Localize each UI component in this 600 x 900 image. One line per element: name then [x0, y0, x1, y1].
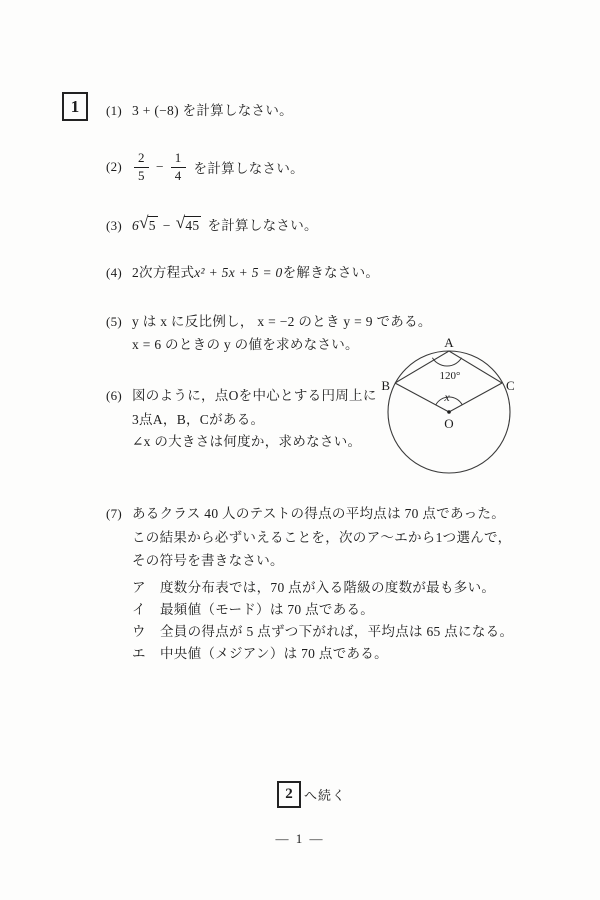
problem-6-line2: 3点A，B，Cがある。 [132, 412, 265, 427]
problem-6-line3: ∠x の大きさは何度か，求めなさい。 [132, 434, 362, 449]
section-number-box [62, 92, 88, 121]
vertex-label-a: A [444, 335, 454, 350]
problem-5-label: (5) [106, 314, 123, 329]
option-key-a: ア [132, 580, 146, 595]
problem-5-line1: y は x に反比例し， x = −2 のとき y = 9 である。 [132, 314, 432, 329]
option-text-e: 中央値（メジアン）は 70 点である。 [160, 646, 388, 661]
option-key-u: ウ [132, 624, 146, 639]
problem-7-row-cont [132, 549, 284, 569]
fraction-numerator: 1 [171, 151, 186, 167]
next-section-number-box [277, 781, 301, 808]
angle-variable-x: x [444, 390, 450, 404]
fraction-denominator: 4 [174, 167, 182, 183]
sqrt-term-1 [139, 213, 158, 234]
problem-5-row-cont [132, 333, 359, 353]
option-text-i: 最頻値（モード）は 70 点である。 [160, 602, 375, 617]
option-row-i [132, 598, 374, 618]
minus-operator: − [162, 218, 171, 233]
problem-6-row [106, 384, 377, 404]
problem-1-label: (1) [106, 103, 123, 118]
problem-7-line3: その符号を書きなさい。 [132, 553, 284, 568]
quadratic-equation: x² + 5x + 5 = 0 [194, 265, 283, 280]
problem-4-label: (4) [106, 265, 123, 280]
problem-2-label: (2) [106, 159, 123, 174]
radicand: 5 [148, 218, 156, 233]
sqrt-coefficient: 6 [132, 218, 140, 233]
problem-7-row-cont [132, 526, 511, 546]
problem-3-row [106, 214, 318, 234]
fraction-numerator: 2 [134, 151, 149, 167]
problem-6-label: (6) [106, 388, 123, 403]
minus-operator: − [155, 159, 164, 174]
problem-6-row-cont [132, 408, 264, 428]
next-section-number: 2 [285, 786, 293, 802]
vertex-label-c: C [506, 378, 515, 393]
option-key-i: イ [132, 602, 146, 617]
problem-5-line2: x = 6 のときの y の値を求めなさい。 [132, 337, 359, 352]
fraction-one-fourth [171, 151, 186, 183]
problem-7-row [106, 502, 505, 522]
problem-4-suffix: を解きなさい。 [282, 265, 380, 280]
circle-diagram [366, 332, 551, 487]
vertex-label-b: B [381, 378, 390, 393]
option-text-a: 度数分布表では，70 点が入る階級の度数が最も多い。 [160, 580, 496, 595]
problem-7-line2: この結果から必ずいえることを，次のア～エから1つ選んで， [132, 530, 512, 545]
fraction-denominator: 5 [138, 167, 145, 183]
problem-3-text: を計算しなさい。 [207, 218, 318, 233]
problem-1-text: 3 + (−8) を計算しなさい。 [132, 103, 293, 118]
radical-symbol: √ [175, 213, 186, 232]
problem-4-prefix: 2次方程式 [132, 265, 195, 280]
page-number: — 1 — [275, 831, 325, 846]
problem-5-row [106, 310, 432, 330]
angle-arc-at-a [432, 358, 461, 366]
option-key-e: エ [132, 646, 146, 661]
problem-2-text: を計算しなさい。 [193, 161, 304, 176]
problem-2-row [106, 150, 304, 184]
problem-6-row-cont [132, 430, 361, 450]
option-row-a [132, 576, 495, 596]
center-point-o [447, 410, 451, 414]
continue-notice [277, 781, 346, 808]
radicand: 45 [185, 218, 200, 233]
problem-7-label: (7) [106, 506, 123, 521]
angle-value-120: 120° [439, 370, 461, 382]
problem-1-row [106, 99, 293, 119]
problem-6-line1: 図のように，点Oを中心とする円周上に [132, 388, 377, 403]
radical-symbol: √ [139, 213, 149, 232]
problem-4-row [106, 261, 379, 281]
continue-label: へ続く [304, 788, 347, 803]
center-label-o: O [444, 416, 454, 431]
problem-7-line1: あるクラス 40 人のテストの得点の平均点は 70 点であった。 [132, 506, 506, 521]
option-text-u: 全員の得点が 5 点ずつ下がれば，平均点は 65 点になる。 [160, 624, 514, 639]
fraction-two-fifths [134, 151, 149, 183]
sqrt-term-2 [175, 213, 202, 234]
section-number: 1 [70, 96, 80, 116]
option-row-u [132, 620, 513, 640]
option-row-e [132, 642, 388, 662]
problem-3-label: (3) [106, 218, 123, 233]
